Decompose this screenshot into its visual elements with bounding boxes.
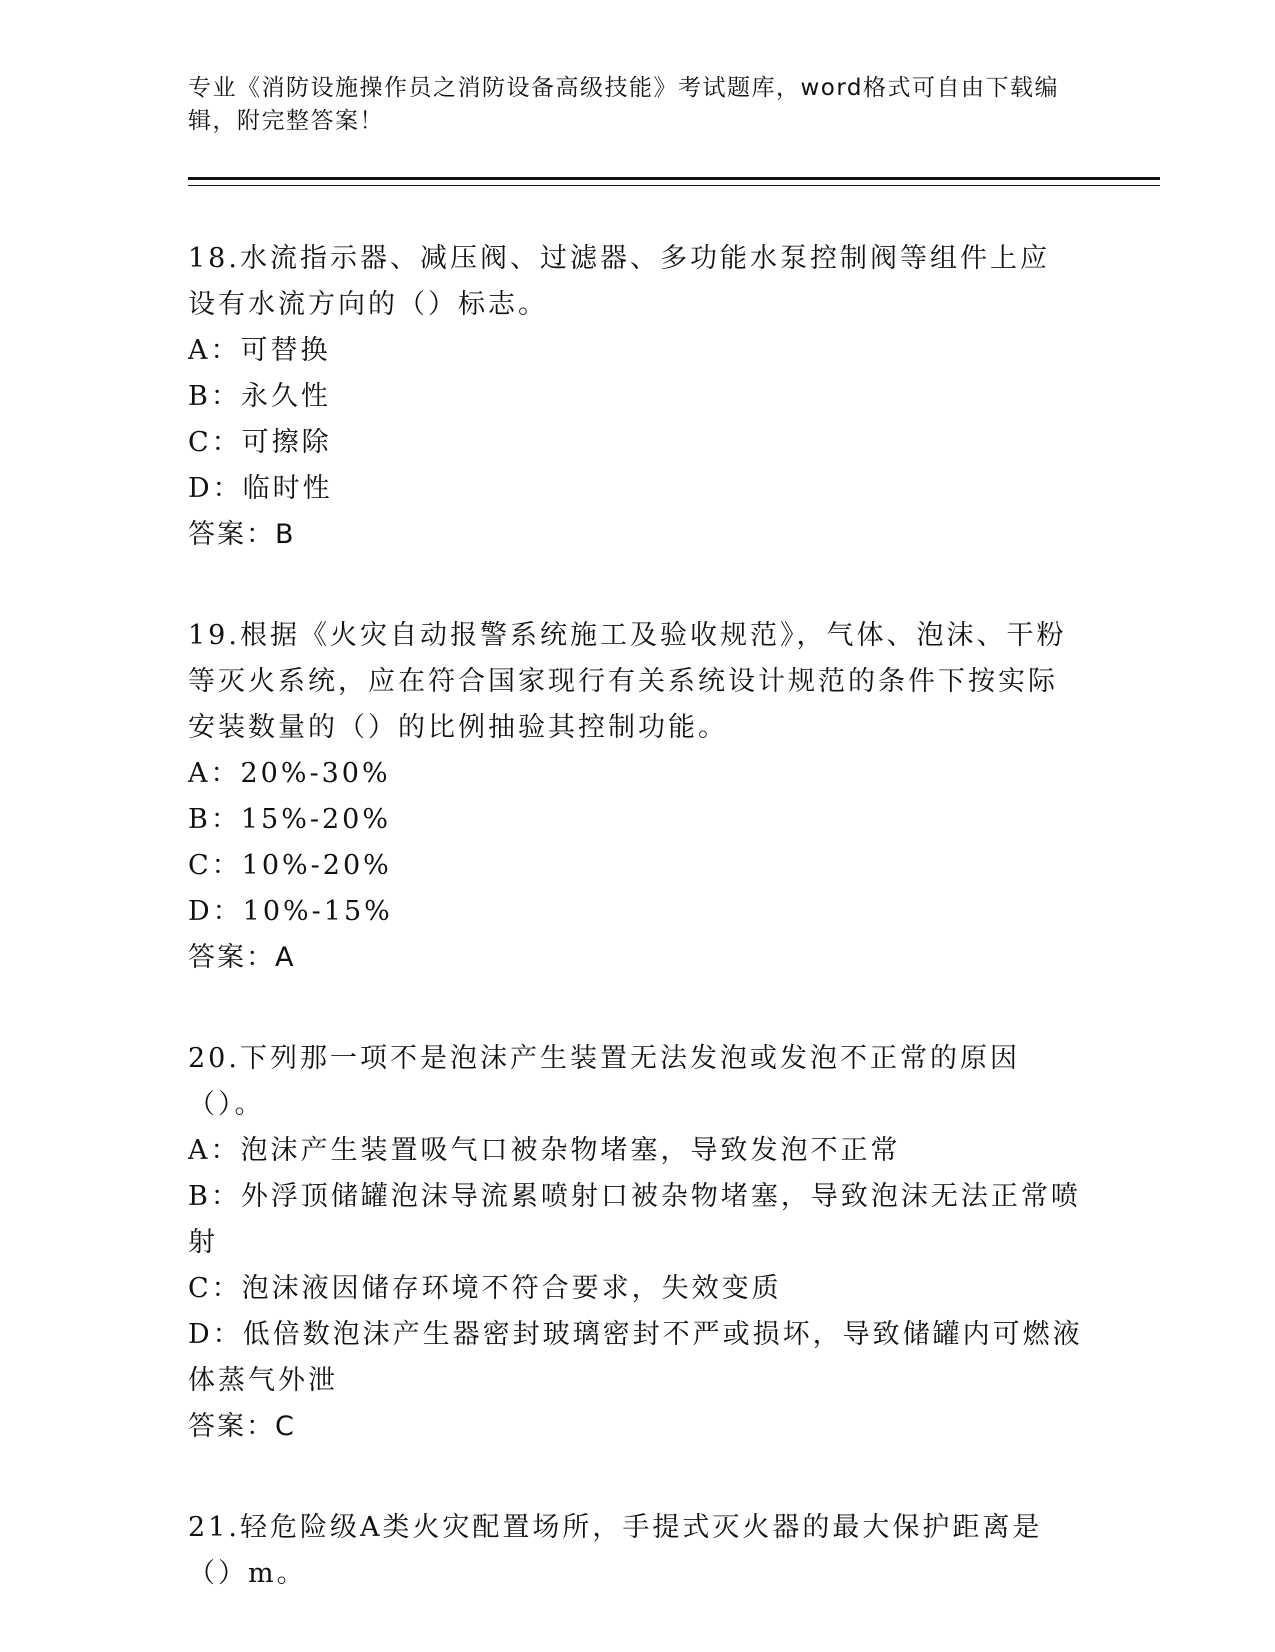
option-b: B：永久性 bbox=[188, 381, 331, 412]
header-divider-thin bbox=[188, 185, 1160, 186]
question-stem: 18.水流指示器、减压阀、过滤器、多功能水泵控制阀等组件上应设有水流方向的（）标志。 bbox=[188, 243, 1050, 320]
option-c: C：可擦除 bbox=[188, 427, 332, 458]
question-20 bbox=[188, 1036, 1088, 1450]
option-c: C：10%-20% bbox=[188, 850, 392, 881]
option-b: B：外浮顶储罐泡沫导流累喷射口被杂物堵塞，导致泡沫无法正常喷射 bbox=[188, 1181, 1081, 1258]
option-a: A：20%-30% bbox=[188, 758, 391, 789]
option-a: A：泡沫产生装置吸气口被杂物堵塞，导致发泡不正常 bbox=[188, 1135, 901, 1166]
option-d: D：10%-15% bbox=[188, 896, 393, 927]
option-c: C：泡沫液因储存环境不符合要求，失效变质 bbox=[188, 1273, 782, 1304]
question-stem: 21.轻危险级A类火灾配置场所，手提式灭火器的最大保护距离是（）m。 bbox=[188, 1512, 1043, 1589]
header-divider-thick bbox=[188, 177, 1160, 180]
option-b: B：15%-20% bbox=[188, 804, 391, 835]
question-stem: 20.下列那一项不是泡沫产生装置无法发泡或发泡不正常的原因（）。 bbox=[188, 1043, 1020, 1120]
answer-text: 答案：C bbox=[188, 1411, 296, 1442]
option-d: D：临时性 bbox=[188, 473, 333, 504]
answer-text: 答案：A bbox=[188, 942, 296, 973]
question-21 bbox=[188, 1505, 1088, 1597]
answer-text: 答案：B bbox=[188, 519, 296, 550]
question-list bbox=[188, 236, 1088, 1652]
question-18 bbox=[188, 236, 1088, 558]
option-d: D：低倍数泡沫产生器密封玻璃密封不严或损坏，导致储罐内可燃液体蒸气外泄 bbox=[188, 1319, 1083, 1396]
question-19 bbox=[188, 613, 1088, 981]
page-header: 专业《消防设施操作员之消防设备高级技能》考试题库，word格式可自由下载编辑，附完整答案！ bbox=[188, 75, 1060, 134]
option-a: A：可替换 bbox=[188, 335, 331, 366]
question-stem: 19.根据《火灾自动报警系统施工及验收规范》，气体、泡沫、干粉等灭火系统，应在符合国家现行有关系统设计规范的条件下按实际安装数量的（）的比例抽验其控制功能。 bbox=[188, 620, 1067, 743]
